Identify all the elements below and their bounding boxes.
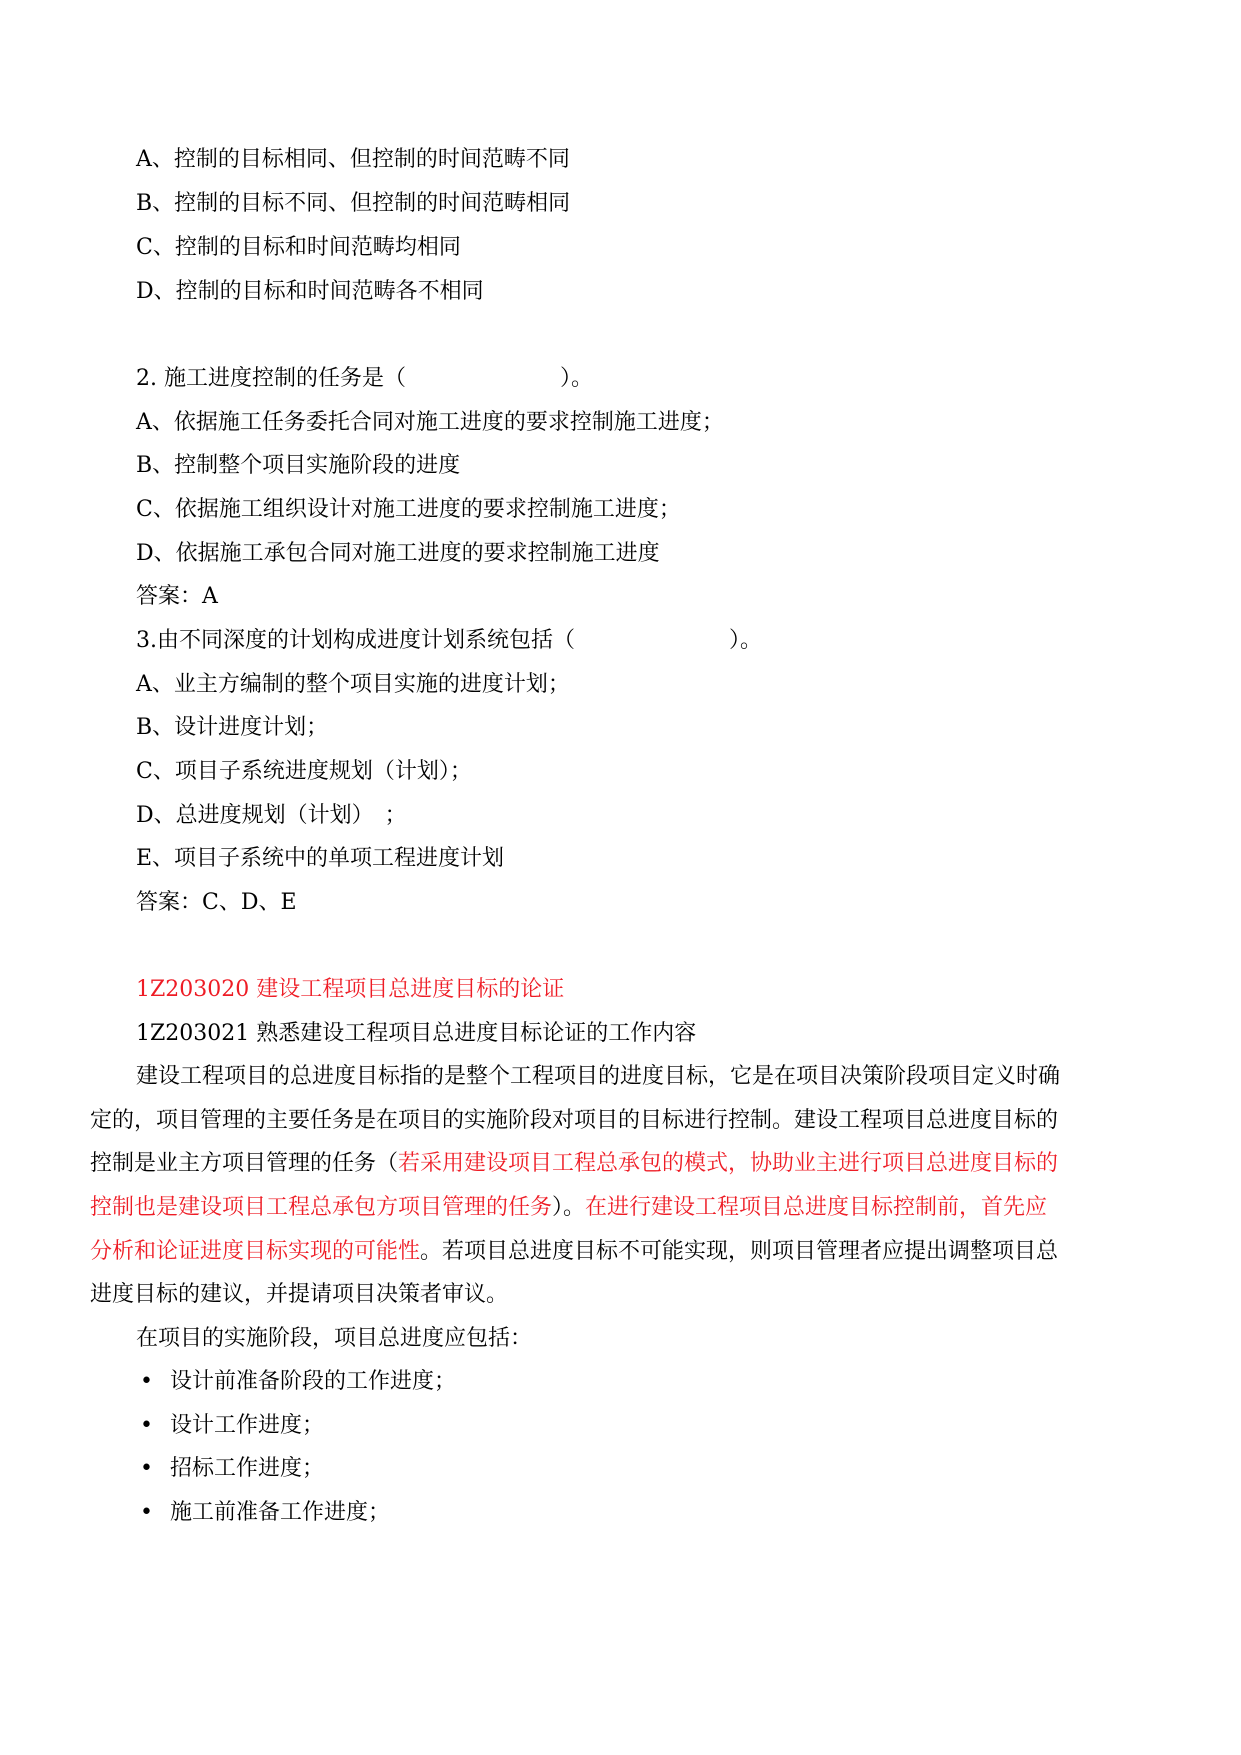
bullet-text: 招标工作进度； — [170, 1456, 325, 1481]
q3-option-d: D、总进度规划（计划） ； — [136, 803, 407, 828]
list-intro: 在项目的实施阶段，项目总进度应包括： — [136, 1326, 533, 1351]
q1-option-b: B、控制的目标不同、但控制的时间范畴相同 — [136, 191, 571, 216]
paragraph-line — [90, 1194, 1047, 1222]
q1-option-c: C、控制的目标和时间范畴均相同 — [136, 235, 461, 260]
paragraph-text: 进度目标的建议，并提请项目决策者审议。 — [90, 1282, 509, 1307]
paragraph-line — [90, 1107, 1058, 1135]
section-heading: 1Z203020 建设工程项目总进度目标的论证 — [136, 977, 565, 1002]
q3-option-e: E、项目子系统中的单项工程进度计划 — [136, 846, 505, 871]
highlighted-text: 在进行建设工程项目总进度目标控制前，首先应 — [585, 1195, 1048, 1220]
q1-option-a: A、控制的目标相同、但控制的时间范畴不同 — [136, 147, 570, 172]
bullet-dot: • — [140, 1456, 153, 1481]
q2-option-c: C、依据施工组织设计对施工进度的要求控制施工进度； — [136, 497, 681, 522]
bullet-text: 设计前准备阶段的工作进度； — [170, 1369, 457, 1394]
bullet-dot: • — [140, 1369, 153, 1394]
bullet-dot: • — [140, 1500, 153, 1525]
q3-option-b: B、设计进度计划； — [136, 715, 329, 740]
q3-option-a: A、业主方编制的整个项目实施的进度计划； — [136, 672, 570, 697]
bullet-text: 施工前准备工作进度； — [170, 1500, 391, 1525]
q2-option-b: B、控制整个项目实施阶段的进度 — [136, 453, 461, 478]
q3-answer: 答案：C、D、E — [136, 890, 297, 915]
paragraph-line — [90, 1150, 1058, 1178]
highlighted-text: 控制也是建设项目工程总承包方项目管理的任务 — [90, 1195, 553, 1220]
paragraph-text: 控制是业主方项目管理的任务（ — [90, 1151, 399, 1176]
q1-option-d: D、控制的目标和时间范畴各不相同 — [136, 279, 484, 304]
paragraph-text: ）。 — [552, 1195, 586, 1220]
bullet-text: 设计工作进度； — [170, 1413, 325, 1438]
q2-answer: 答案：A — [136, 584, 218, 609]
paragraph-line — [90, 1281, 508, 1309]
paragraph-line — [90, 1238, 1058, 1266]
paragraph-text: 建设工程项目的总进度目标指的是整个工程项目的进度目标，它是在项目决策阶段项目定义时确 — [136, 1064, 1061, 1089]
q2-option-d: D、依据施工承包合同对施工进度的要求控制施工进度 — [136, 541, 660, 566]
q2-question: 2. 施工进度控制的任务是（ ）。 — [136, 366, 593, 391]
section-subheading: 1Z203021 熟悉建设工程项目总进度目标论证的工作内容 — [136, 1021, 697, 1046]
paragraph-line — [136, 1063, 1060, 1091]
highlighted-text: 分析和论证进度目标实现的可能性 — [90, 1239, 421, 1264]
q2-option-a: A、依据施工任务委托合同对施工进度的要求控制施工进度； — [136, 410, 724, 435]
highlighted-text: 若采用建设项目工程总承包的模式，协助业主进行项目总进度目标的 — [398, 1151, 1059, 1176]
paragraph-text: 定的，项目管理的主要任务是在项目的实施阶段对项目的目标进行控制。建设工程项目总进度目标的 — [90, 1108, 1059, 1133]
q3-question: 3.由不同深度的计划构成进度计划系统包括（ ）。 — [136, 628, 762, 653]
q3-option-c: C、项目子系统进度规划（计划）； — [136, 759, 472, 784]
paragraph-text: 。若项目总进度目标不可能实现，则项目管理者应提出调整项目总 — [420, 1239, 1059, 1264]
bullet-dot: • — [140, 1413, 153, 1438]
